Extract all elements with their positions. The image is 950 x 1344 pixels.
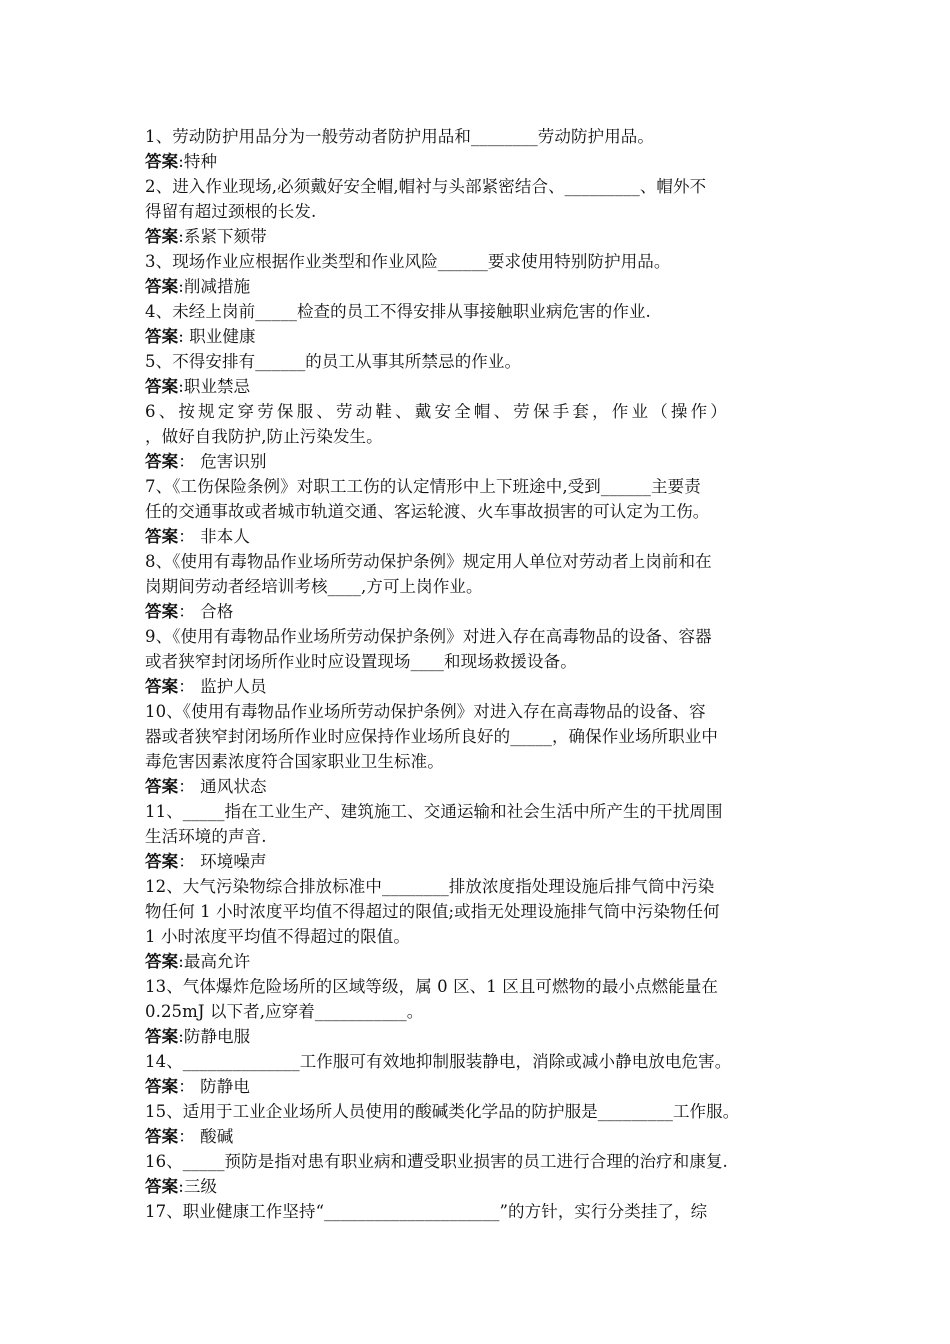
- answer-label: 答案: [145, 602, 179, 621]
- answer-text: ： 通风状态: [178, 777, 267, 796]
- answer-text: ： 酸碱: [178, 1127, 234, 1146]
- answer-text: ： 防静电: [178, 1077, 250, 1096]
- question-text: 毒危害因素浓度符合国家职业卫生标准。: [145, 752, 444, 771]
- question-text: 10、《使用有毒物品作业场所劳动保护条例》对进入存在高毒物品的设备、容: [145, 702, 706, 721]
- question-text: 任的交通事故或者城市轨道交通、客运轮渡、火车事故损害的可认定为工伤。: [145, 502, 710, 521]
- question-item-16: [145, 1149, 815, 1199]
- answer-text: :三级: [178, 1177, 218, 1196]
- answer-line: [145, 324, 815, 349]
- question-item-10: [145, 699, 815, 799]
- question-text: 9、《使用有毒物品作业场所劳动保护条例》对进入存在高毒物品的设备、容器: [145, 627, 712, 646]
- answer-line: [145, 1124, 815, 1149]
- answer-label: 答案: [145, 1127, 179, 1146]
- question-text: 6、按规定穿劳保服、劳动鞋、戴安全帽、劳保手套，作业（操作）: [145, 402, 730, 421]
- question-item-2: [145, 174, 815, 249]
- question-text: 岗期间劳动者经培训考核____,方可上岗作业。: [145, 577, 483, 596]
- question-text: 13、气体爆炸危险场所的区域等级，属 0 区、1 区且可燃物的最小点燃能量在: [145, 977, 719, 996]
- answer-line: [145, 949, 815, 974]
- answer-label: 答案: [145, 952, 179, 971]
- answer-line: [145, 224, 815, 249]
- question-text: 器或者狭窄封闭场所作业时应保持作业场所良好的_____，确保作业场所职业中: [145, 727, 718, 746]
- answer-label: 答案: [145, 677, 179, 696]
- question-item-4: [145, 299, 815, 349]
- question-text: 生活环境的声音.: [145, 827, 267, 846]
- answer-label: 答案: [145, 227, 179, 246]
- question-text: 1、劳动防护用品分为一般劳动者防护用品和________劳动防护用品。: [145, 127, 654, 146]
- question-item-13: [145, 974, 815, 1049]
- answer-text: :特种: [178, 152, 218, 171]
- answer-text: :削减措施: [178, 277, 251, 296]
- answer-line: [145, 1174, 815, 1199]
- question-text: 3、现场作业应根据作业类型和作业风险______要求使用特别防护用品。: [145, 252, 671, 271]
- answer-line: [145, 524, 815, 549]
- answer-line: [145, 599, 815, 624]
- answer-label: 答案: [145, 377, 179, 396]
- question-item-12: [145, 874, 815, 974]
- question-text: 或者狭窄封闭场所作业时应设置现场____和现场救援设备。: [145, 652, 577, 671]
- question-text: 12、大气污染物综合排放标准中________排放浓度指处理设施后排气筒中污染: [145, 877, 715, 896]
- question-item-7: [145, 474, 815, 549]
- answer-label: 答案: [145, 1177, 179, 1196]
- answer-line: [145, 674, 815, 699]
- answer-line: [145, 274, 815, 299]
- question-text: 物任何 1 小时浓度平均值不得超过的限值;或指无处理设施排气筒中污染物任何: [145, 902, 720, 921]
- answer-label: 答案: [145, 777, 179, 796]
- question-item-17: [145, 1199, 815, 1224]
- question-item-11: [145, 799, 815, 874]
- question-item-14: [145, 1049, 815, 1099]
- answer-label: 答案: [145, 152, 179, 171]
- question-item-6: [145, 399, 815, 474]
- answer-text: ： 合格: [178, 602, 234, 621]
- answer-line: [145, 1024, 815, 1049]
- answer-text: ： 环境噪声: [178, 852, 267, 871]
- answer-text: :防静电服: [178, 1027, 251, 1046]
- question-list: [145, 124, 815, 1224]
- question-text: 2、进入作业现场,必须戴好安全帽,帽衬与头部紧密结合、_________、帽外不: [145, 177, 707, 196]
- answer-label: 答案: [145, 277, 179, 296]
- question-text: 4、未经上岗前_____检查的员工不得安排从事接触职业病危害的作业.: [145, 302, 651, 321]
- answer-text: ： 危害识别: [178, 452, 267, 471]
- question-text: 8、《使用有毒物品作业场所劳动保护条例》规定用人单位对劳动者上岗前和在: [145, 552, 712, 571]
- answer-label: 答案: [145, 327, 179, 346]
- question-item-3: [145, 249, 815, 299]
- question-text: 得留有超过颈根的长发.: [145, 202, 317, 221]
- answer-text: ： 监护人员: [178, 677, 267, 696]
- answer-line: [145, 774, 815, 799]
- answer-label: 答案: [145, 852, 179, 871]
- answer-text: ： 非本人: [178, 527, 250, 546]
- answer-line: [145, 374, 815, 399]
- answer-text: :系紧下颏带: [178, 227, 267, 246]
- answer-line: [145, 149, 815, 174]
- question-text: 1 小时浓度平均值不得超过的限值。: [145, 927, 410, 946]
- answer-line: [145, 449, 815, 474]
- question-text: 5、不得安排有______的员工从事其所禁忌的作业。: [145, 352, 522, 371]
- answer-text: :最高允许: [178, 952, 251, 971]
- question-text: 7、《工伤保险条例》对职工工伤的认定情形中上下班途中,受到______主要责: [145, 477, 701, 496]
- answer-line: [145, 1074, 815, 1099]
- question-item-1: [145, 124, 815, 174]
- question-item-5: [145, 349, 815, 399]
- question-text: 0.25mJ 以下者,应穿着___________。: [145, 1002, 424, 1021]
- answer-label: 答案: [145, 527, 179, 546]
- question-text: 17、职业健康工作坚持“_____________________”的方针，实行分类挂了，综: [145, 1202, 708, 1221]
- question-text: 11、_____指在工业生产、建筑施工、交通运输和社会生活中所产生的干扰周围: [145, 802, 723, 821]
- question-item-9: [145, 624, 815, 699]
- answer-label: 答案: [145, 1077, 179, 1096]
- question-item-8: [145, 549, 815, 624]
- answer-label: 答案: [145, 1027, 179, 1046]
- question-text: 16、_____预防是指对患有职业病和遭受职业损害的员工进行合理的治疗和康复.: [145, 1152, 728, 1171]
- answer-text: : 职业健康: [178, 327, 256, 346]
- answer-line: [145, 849, 815, 874]
- question-text: 15、适用于工业企业场所人员使用的酸碱类化学品的防护服是_________工作服。: [145, 1102, 740, 1121]
- answer-text: :职业禁忌: [178, 377, 251, 396]
- answer-label: 答案: [145, 452, 179, 471]
- question-text: 14、______________工作服可有效地抑制服装静电，消除或减小静电放电危害。: [145, 1052, 732, 1071]
- question-item-15: [145, 1099, 815, 1149]
- question-text: ，做好自我防护,防止污染发生。: [145, 427, 383, 446]
